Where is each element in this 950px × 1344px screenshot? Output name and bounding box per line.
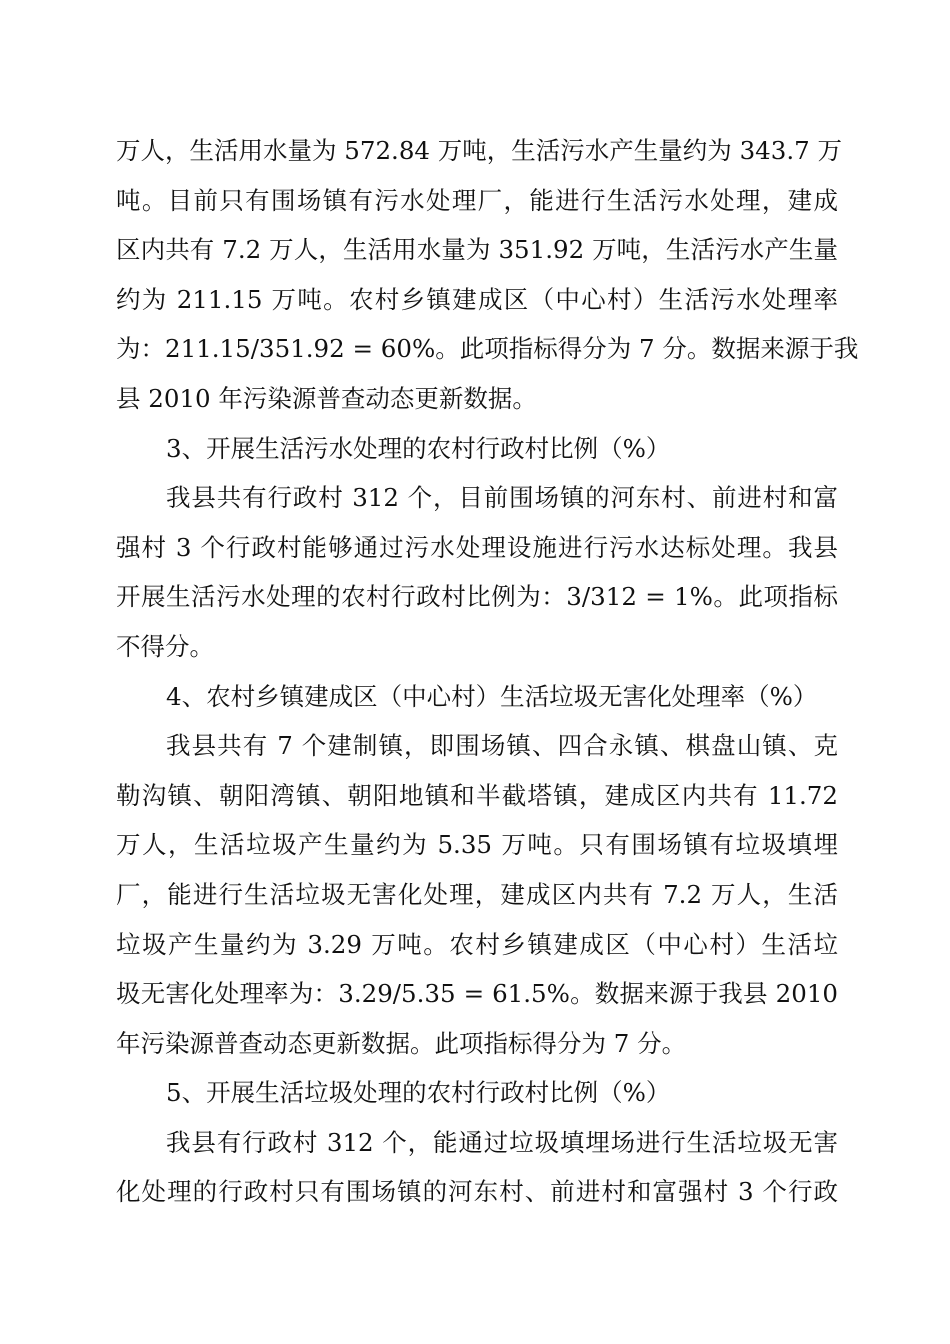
text-line: 万人，生活用水量为 572.84 万吨，生活污水产生量约为 343.7 万: [116, 136, 843, 165]
text-line: 圾无害化处理率为：3.29/5.35 = 61.5%。数据来源于我县 2010: [116, 979, 838, 1009]
text-line: 勒沟镇、朝阳湾镇、朝阳地镇和半截塔镇，建成区内共有 11.72: [116, 780, 838, 810]
text-line: 3、开展生活污水处理的农村行政村比例（%）: [166, 433, 671, 463]
text-line: 5、开展生活垃圾处理的农村行政村比例（%）: [166, 1078, 671, 1108]
text-line: 年污染源普查动态更新数据。此项指标得分为 7 分。: [116, 1028, 687, 1058]
text-line: 我县共有 7 个建制镇，即围场镇、四合永镇、棋盘山镇、克: [166, 731, 838, 761]
text-line: 4、农村乡镇建成区（中心村）生活垃圾无害化处理率（%）: [166, 681, 818, 711]
text-line: 万人，生活垃圾产生量约为 5.35 万吨。只有围场镇有垃圾填埋: [116, 830, 838, 860]
text-line: 约为 211.15 万吨。农村乡镇建成区（中心村）生活污水处理率: [116, 284, 838, 314]
text-line: 不得分。: [116, 631, 214, 661]
text-line: 我县有行政村 312 个，能通过垃圾填埋场进行生活垃圾无害: [166, 1127, 838, 1157]
text-line: 县 2010 年污染源普查动态更新数据。: [116, 383, 537, 413]
text-line: 我县共有行政村 312 个，目前围场镇的河东村、前进村和富: [166, 483, 838, 513]
text-line: 区内共有 7.2 万人，生活用水量为 351.92 万吨，生活污水产生量: [116, 235, 838, 265]
text-line: 化处理的行政村只有围场镇的河东村、前进村和富强村 3 个行政: [116, 1177, 838, 1207]
document-page: [116, 126, 859, 1217]
text-line: 开展生活污水处理的农村行政村比例为：3/312 = 1%。此项指标: [116, 582, 838, 612]
text-line: 厂，能进行生活垃圾无害化处理，建成区内共有 7.2 万人，生活: [116, 879, 838, 909]
text-line: 吨。目前只有围场镇有污水处理厂，能进行生活污水处理，建成: [116, 185, 838, 215]
text-line: 强村 3 个行政村能够通过污水处理设施进行污水达标处理。我县: [116, 532, 838, 562]
text-line: 为：211.15/351.92 = 60%。此项指标得分为 7 分。数据来源于我: [116, 334, 859, 364]
text-line: 垃圾产生量约为 3.29 万吨。农村乡镇建成区（中心村）生活垃: [116, 929, 838, 959]
